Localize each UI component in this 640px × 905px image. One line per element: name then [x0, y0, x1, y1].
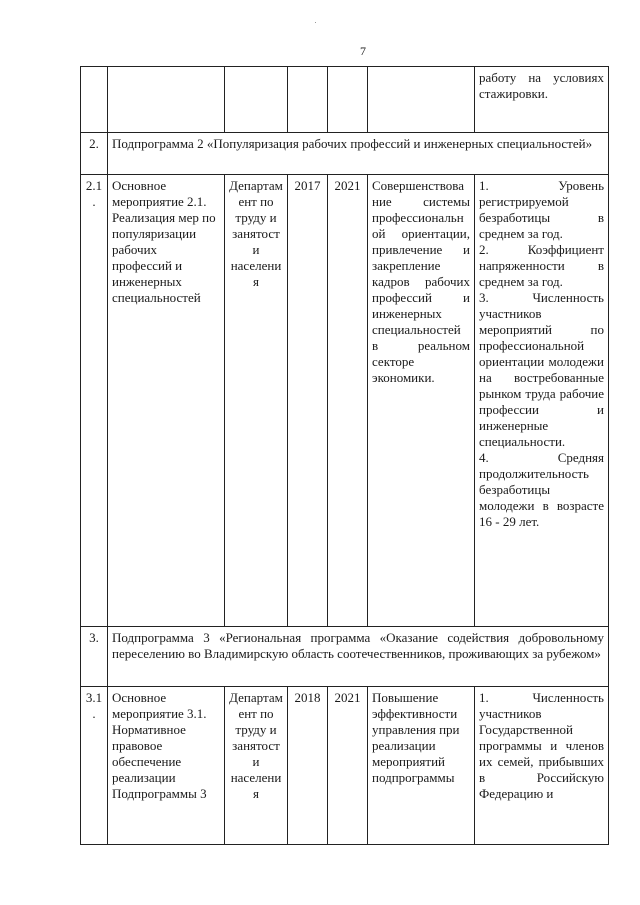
section-number: 2.	[81, 133, 108, 175]
section-title: Подпрограмма 2 «Популяризация рабочих профессий и инженерных специальностей»	[108, 133, 609, 175]
indicator-item: 2. Коэффициент напряженности в среднем за год.	[479, 242, 604, 289]
expected-result: Повышение эффективности управления при реализации мероприятий подпрограммы	[368, 687, 475, 845]
cell-empty	[81, 67, 108, 133]
indicator-cell: работу на условиях стажировки.	[475, 67, 609, 133]
section-row-3	[81, 627, 609, 687]
table-row-continuation	[81, 67, 609, 133]
cell-empty	[288, 67, 328, 133]
cell-empty	[328, 67, 368, 133]
executor: Департамент по труду и занятости населения	[225, 175, 288, 627]
table-row-3-1	[81, 687, 609, 845]
row-number: 2.1.	[81, 175, 108, 627]
indicator-item: 4. Средняя продолжительность безработицы молодежи в возрасте 16 - 29 лет.	[479, 450, 604, 529]
indicators	[475, 687, 609, 845]
scan-speck	[315, 22, 316, 23]
cell-empty	[108, 67, 225, 133]
indicator-item: 3. Численность участников мероприятий по профессиональной ориентации молодежи на востребованные рынком труда рабочие профессии и инженерные специальности.	[479, 290, 604, 449]
indicator-item: 1. Численность участников Государственной программы и членов их семей, прибывших в Российскую Федерацию и	[479, 690, 604, 801]
program-table	[80, 66, 609, 845]
end-year: 2021	[328, 687, 368, 845]
indicators	[475, 175, 609, 627]
end-year: 2021	[328, 175, 368, 627]
start-year: 2018	[288, 687, 328, 845]
cell-empty	[368, 67, 475, 133]
cell-empty	[225, 67, 288, 133]
row-number: 3.1.	[81, 687, 108, 845]
page-number: 7	[360, 44, 366, 58]
start-year: 2017	[288, 175, 328, 627]
table-row-2-1	[81, 175, 609, 627]
indicator-item: 1. Уровень регистрируемой безработицы в среднем за год.	[479, 178, 604, 241]
section-title: Подпрограмма 3 «Региональная программа «Оказание содействия добровольному переселению во Владимирскую область соотечественников, проживающих за рубежом»	[108, 627, 609, 687]
measure-name: Основное мероприятие 3.1. Нормативное правовое обеспечение реализации Подпрограммы 3	[108, 687, 225, 845]
expected-result: Совершенствование системы профессиональной ориентации, привлечение и закрепление кадров рабочих профессий и инженерных специальностей в реальном секторе экономики.	[368, 175, 475, 627]
section-number: 3.	[81, 627, 108, 687]
measure-name: Основное мероприятие 2.1. Реализация мер по популяризации рабочих профессий и инженерных специальностей	[108, 175, 225, 627]
executor: Департамент по труду и занятости населения	[225, 687, 288, 845]
section-row-2	[81, 133, 609, 175]
